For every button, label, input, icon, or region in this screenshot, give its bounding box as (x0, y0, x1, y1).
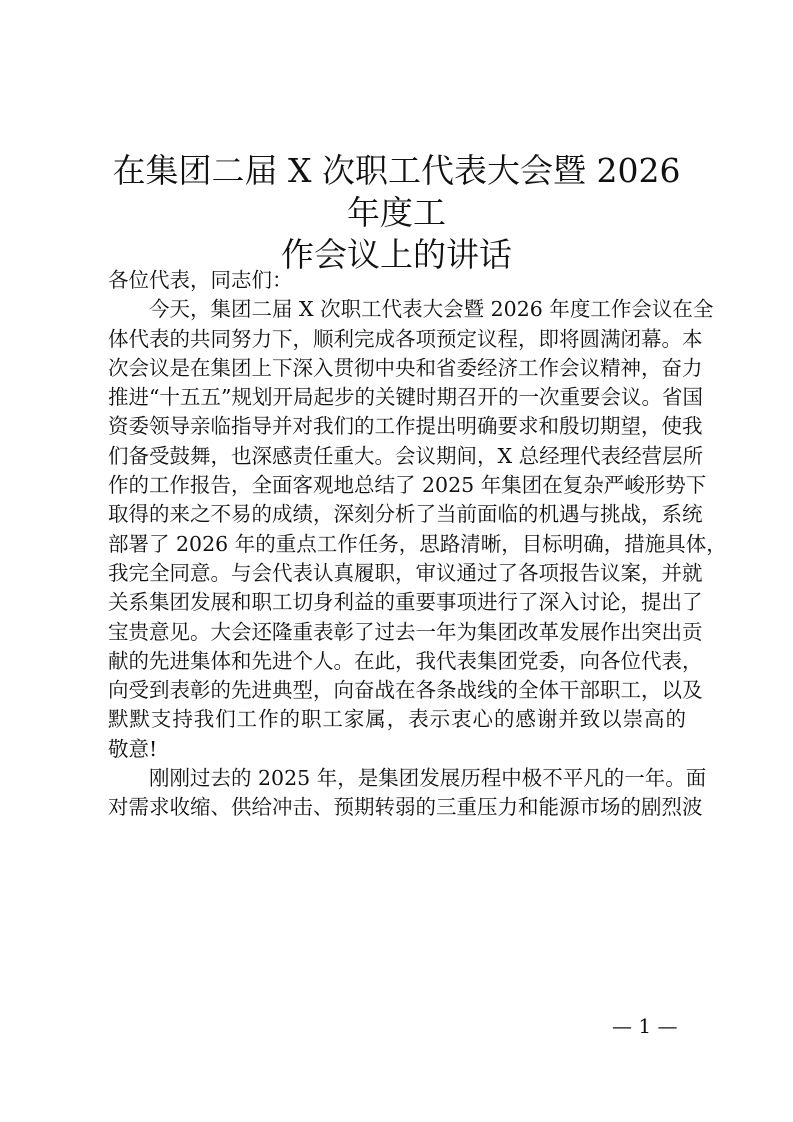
page-number: — 1 — (612, 1014, 678, 1038)
paragraph-line: 关系集团发展和职工切身利益的重要事项进行了深入讨论，提出了 (108, 590, 703, 615)
paragraph-line: 资委领导亲临指导并对我们的工作提出明确要求和殷切期望，使我 (108, 414, 703, 439)
paragraph-line: 今天，集团二届 X 次职工代表大会暨 2026 年度工作会议在全 (149, 297, 714, 322)
paragraph-line: 作的工作报告，全面客观地总结了 2025 年集团在复杂严峻形势下 (108, 473, 707, 498)
paragraph-line: 推进“十五五”规划开局起步的关键时期召开的一次重要会议。省国 (108, 385, 703, 410)
paragraph-line: 对需求收缩、供给冲击、预期转弱的三重压力和能源市场的剧烈波 (108, 795, 703, 820)
paragraph-line: 部署了 2026 年的重点工作任务，思路清晰，目标明确，措施具体， (108, 531, 727, 556)
greeting: 各位代表，同志们： (108, 268, 293, 292)
paragraph-line: 体代表的共同努力下，顺利完成各项预定议程，即将圆满闭幕。本 (108, 326, 703, 351)
paragraph-line: 默默支持我们工作的职工家属，表示衷心的感谢并致以崇高的 (108, 707, 686, 732)
paragraph-line: 敬意! (108, 736, 158, 761)
document-title (100, 150, 693, 276)
title-line-1: 在集团二届 X 次职工代表大会暨 2026 年度工 (112, 151, 681, 232)
paragraph-line: 宝贵意见。大会还隆重表彰了过去一年为集团改革发展作出突出贡 (108, 619, 703, 644)
paragraph-line: 取得的来之不易的成绩，深刻分析了当前面临的机遇与挑战，系统 (108, 502, 703, 527)
title-line-2: 作会议上的讲话 (281, 235, 512, 274)
paragraph-line: 刚刚过去的 2025 年，是集团发展历程中极不平凡的一年。面 (149, 766, 707, 791)
paragraph-line: 们备受鼓舞，也深感责任重大。会议期间，X 总经理代表经营层所 (108, 443, 704, 468)
document-body (108, 266, 727, 823)
paragraph (108, 764, 707, 823)
paragraph-line: 次会议是在集团上下深入贯彻中央和省委经济工作会议精神，奋力 (108, 355, 703, 380)
paragraph-line: 我完全同意。与会代表认真履职，审议通过了各项报告议案，并就 (108, 560, 703, 585)
paragraph (108, 295, 727, 764)
paragraph-line: 向受到表彰的先进典型，向奋战在各条战线的全体干部职工，以及 (108, 678, 703, 703)
paragraph-line: 献的先进集体和先进个人。在此，我代表集团党委，向各位代表， (108, 648, 703, 673)
